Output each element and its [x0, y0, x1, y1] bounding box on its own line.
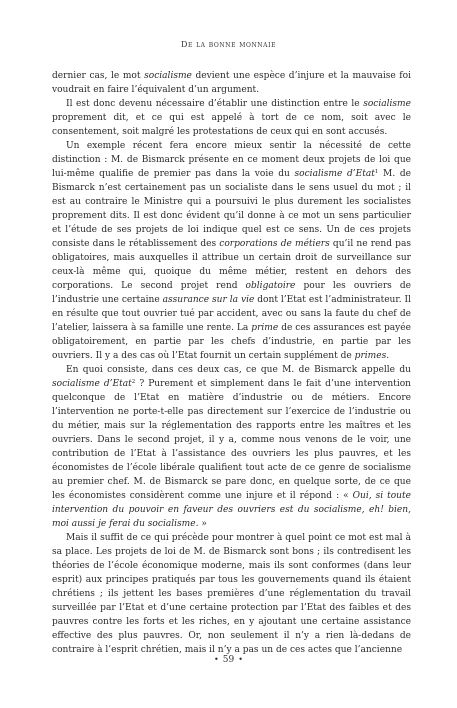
text-run: Il est donc devenu nécessaire d’établir une distinction entre le — [66, 99, 364, 109]
footnote-ref: 2 — [131, 379, 136, 385]
italic-text: socialisme d’Etat — [294, 169, 375, 179]
italic-text: prime — [251, 323, 279, 333]
text-run: de ces assurances est payée obligatoirement, en partie par les chefs d’industrie, en partie par les ouvriers. Il y a des cas où l’Etat fournit un certain supplément de — [52, 323, 411, 361]
page-number — [0, 655, 457, 665]
italic-text: corporations de métiers — [219, 239, 330, 249]
text-run: dont l’Etat est l’administrateur. Il en résulte que tout ouvrier tué par accident, avec ou sans la faute du chef de l’atelier, laissera à sa famille une rente. La — [52, 295, 411, 333]
text-run: Mais il suffit de ce qui précède pour montrer à quel point ce mot est mal à sa place. Les projets de loi de M. de Bismarck sont bons ; ils contredisent les théories de l’école économique moderne, mais ils sont conformes (dans leur esprit) aux principes pratiqués par tous les gouvernements quand ils étaient chrétiens ; ils jettent les bases premières d’une réglementation du travail surveillée par l’Etat et d’une certaine protection par l’Etat des faibles et des pauvres contre les forts et les riches, en y ajoutant une certaine assistance effective des plus pauvres. Or, non seulement il n’y a rien là-dedans de contraire à l’esprit chrétien, mais il n’y a pas un de ces actes que l’ancienne — [52, 533, 411, 655]
text-run: En quoi consiste, dans ces deux cas, ce que M. de Bismarck appelle du — [66, 365, 411, 375]
page-number-value: 59 — [222, 655, 235, 665]
italic-text: obligatoire — [245, 281, 296, 291]
text-run: ? Purement et simplement dans le fait d’une intervention quelconque de l’Etat en matière d’industrie ou de métiers. Encore l’intervention ne porte-t-elle pas directement sur l’exercice de l’industrie ou du métier, mais sur la réglementation des rapports entre les maîtres et les ouvriers. Dans le second projet, il y a, comme nous venons de le voir, une contribution de l’Etat à l’assistance des ouvriers les plus pauvres, et les économistes de l’école libérale qualifient tout acte de ce genre de socialisme au premier chef. M. de Bismarck se pare donc, en quelque sorte, de ce que les économistes considèrent comme une injure et il répond : « — [52, 379, 411, 501]
italic-text: socialisme d’Etat — [52, 379, 132, 389]
text-run: » — [198, 519, 207, 529]
text-run: Un exemple récent fera encore mieux sentir la nécessité de cette distinction : M. de Bismarck présente en ce moment deux projets de loi que lui-même qualifie de premier pas dans la voie du — [52, 141, 411, 179]
text-run: M. de Bismarck n’est certainement pas un socialiste dans le sens usuel du mot ; il est au contraire le Ministre qui a poursuivi le plus durement les socialistes proprement dits. Il est donc évident qu’il donne à ce mot un sens particulier et l’étude de ses projets de loi indique quel est ce sens. Un de ces projets consiste dans le rétablissement des — [52, 169, 411, 249]
italic-text: socialisme — [363, 99, 411, 109]
text-run: devient une espèce d’injure et la mauvaise foi voudrait en faire l’équivalent d’un argument. — [52, 71, 411, 95]
paragraph-5 — [52, 531, 411, 657]
paragraph-4 — [52, 363, 411, 531]
italic-text: socialisme — [144, 71, 192, 81]
text-run: qu’il ne rend pas obligatoires, mais auxquelles il attribue un certain droit de surveillance sur ceux-là même qui, quoique du même métier, restent en dehors des corporations. Le second projet rend — [52, 239, 411, 291]
folio-bullet-right: • — [238, 655, 243, 664]
footnote-ref: 1 — [374, 169, 379, 175]
italic-text: assurance sur la vie — [162, 295, 255, 305]
paragraph-1 — [52, 69, 411, 97]
paragraph-3 — [52, 139, 411, 363]
text-run: proprement dit, et ce qui est appelé à tort de ce nom, soit avec le consentement, soit malgré les protestations de ceux qui en sont accusés. — [52, 113, 411, 137]
body-text — [52, 69, 411, 657]
running-head: De la bonne monnaie — [180, 40, 277, 49]
text-run: pour les ouvriers de l’industrie une certaine — [52, 281, 411, 305]
italic-text: Oui, si toute intervention du pouvoir en faveur des ouvriers est du socialisme, eh! bien, moi aussi je ferai du socialisme. — [52, 491, 412, 529]
folio-bullet-left: • — [214, 655, 219, 664]
paragraph-2 — [52, 97, 411, 139]
text-run: dernier cas, le mot — [52, 71, 145, 81]
italic-text: primes. — [354, 351, 390, 361]
